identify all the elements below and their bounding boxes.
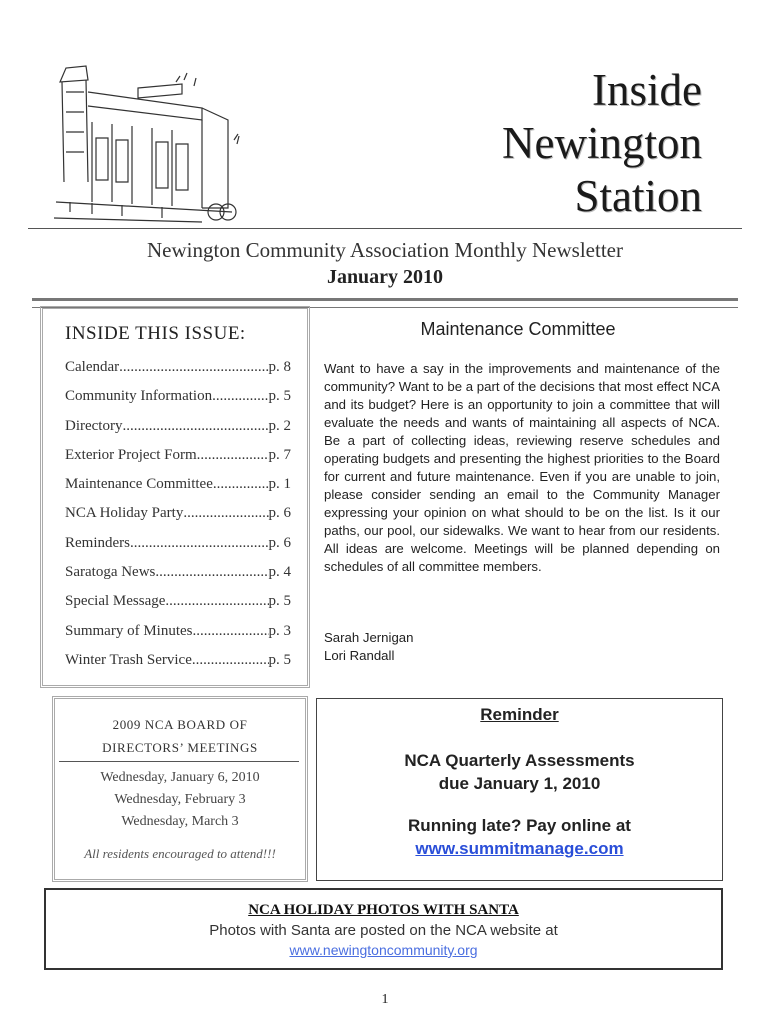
toc-item[interactable] bbox=[65, 558, 291, 587]
board-heading-line: 2009 NCA BOARD OF bbox=[112, 717, 248, 732]
reminder-heading: Reminder bbox=[480, 705, 559, 724]
toc-item-page: p. 5 bbox=[268, 388, 291, 405]
masthead-title bbox=[502, 64, 702, 223]
toc-item-name: Saratoga News bbox=[65, 564, 156, 581]
toc-list bbox=[65, 353, 291, 675]
station-illustration bbox=[52, 62, 242, 227]
toc-item-name: NCA Holiday Party bbox=[65, 505, 184, 522]
board-meetings-box bbox=[52, 696, 308, 882]
reminder-box bbox=[316, 698, 723, 881]
masthead-title-line: Station bbox=[574, 171, 702, 221]
toc-item-name: Community Information bbox=[65, 388, 213, 405]
toc-item-name: Exterior Project Form bbox=[65, 446, 197, 463]
board-divider bbox=[59, 761, 299, 762]
toc-item-page: p. 5 bbox=[268, 651, 291, 668]
meeting-date: Wednesday, January 6, 2010 bbox=[100, 770, 260, 785]
toc-item-name: Summary of Minutes bbox=[65, 622, 193, 639]
masthead-title-line: Inside bbox=[592, 65, 702, 115]
summitmanage-link[interactable]: www.summitmanage.com bbox=[415, 839, 624, 858]
toc-item-name: Maintenance Committee bbox=[65, 476, 213, 493]
newsletter-subtitle: Newington Community Association Monthly Newsletter bbox=[147, 238, 623, 262]
meeting-date: Wednesday, February 3 bbox=[114, 792, 246, 807]
holiday-photos-text: Photos with Santa are posted on the NCA website at bbox=[209, 922, 558, 939]
toc-item-page: p. 8 bbox=[268, 359, 291, 375]
table-of-contents bbox=[40, 306, 310, 688]
page-number: 1 bbox=[381, 992, 389, 1007]
article-signatures bbox=[324, 629, 413, 665]
nca-website-link[interactable]: www.newingtoncommunity.org bbox=[289, 942, 478, 958]
attendance-note: All residents encouraged to attend!!! bbox=[84, 846, 276, 861]
board-heading-line: DIRECTORS’ MEETINGS bbox=[102, 740, 258, 755]
board-meetings-heading bbox=[55, 713, 305, 759]
maintenance-body: Want to have a say in the improvements and maintenance of the community? Want to be a part of the decisions that most effect NCA and its budget? Here is an opportunity to join a committee that will evaluate the needs and wants of maintaining all aspects of NCA. Be a part of collecting ideas, reviewing reserve schedules and operating budgets and presenting the highest priorities to the Board for current and future maintenance. Even if you are unable to join, please consider sending an email to the Community Manager expressing your opinion on what should to be on the list. Is it our paths, our pool, our sidewalks. We want to hear from our residents. All ideas are welcome. Meetings will be planned depending on schedules of all committee members. bbox=[324, 361, 720, 574]
toc-item-name: Calendar bbox=[65, 359, 120, 375]
holiday-photos-box bbox=[44, 888, 723, 970]
toc-item-name: Special Message bbox=[65, 593, 166, 610]
toc-item-page: p. 6 bbox=[268, 534, 291, 551]
toc-item[interactable] bbox=[65, 470, 291, 499]
toc-item[interactable] bbox=[65, 587, 291, 616]
masthead-divider bbox=[28, 228, 742, 229]
assessment-line: NCA Quarterly Assessments bbox=[404, 751, 635, 770]
toc-item[interactable] bbox=[65, 353, 291, 382]
toc-item-page: p. 7 bbox=[268, 446, 291, 463]
toc-item[interactable] bbox=[65, 646, 291, 675]
toc-item[interactable] bbox=[65, 441, 291, 470]
board-meeting-dates bbox=[55, 767, 305, 833]
toc-item-page: p. 4 bbox=[268, 564, 291, 581]
assessment-notice bbox=[317, 749, 722, 795]
toc-item-name: Directory bbox=[65, 417, 123, 434]
toc-item[interactable] bbox=[65, 412, 291, 441]
maintenance-heading: Maintenance Committee bbox=[420, 319, 616, 339]
toc-item-name: Winter Trash Service bbox=[65, 651, 192, 668]
assessment-due-line: due January 1, 2010 bbox=[438, 774, 601, 793]
toc-item-page: p. 1 bbox=[268, 476, 291, 493]
toc-item-page: p. 6 bbox=[268, 505, 291, 522]
holiday-photos-heading: NCA HOLIDAY PHOTOS WITH SANTA bbox=[248, 902, 519, 918]
toc-item[interactable] bbox=[65, 529, 291, 558]
masthead-title-line: Newington bbox=[502, 118, 702, 168]
toc-item-page: p. 3 bbox=[268, 622, 291, 639]
pay-online-text: Running late? Pay online at bbox=[408, 816, 631, 835]
toc-heading: INSIDE THIS ISSUE: bbox=[65, 323, 246, 344]
toc-item[interactable] bbox=[65, 382, 291, 411]
toc-item-page: p. 5 bbox=[268, 593, 291, 610]
toc-item-page: p. 2 bbox=[268, 417, 291, 434]
issue-date: January 2010 bbox=[326, 266, 444, 288]
signature-name: Sarah Jernigan bbox=[324, 630, 414, 645]
toc-item[interactable] bbox=[65, 617, 291, 646]
toc-item[interactable] bbox=[65, 499, 291, 528]
toc-item-name: Reminders bbox=[65, 534, 130, 551]
signature-name: Lori Randall bbox=[324, 648, 395, 663]
meeting-date: Wednesday, March 3 bbox=[121, 814, 239, 829]
